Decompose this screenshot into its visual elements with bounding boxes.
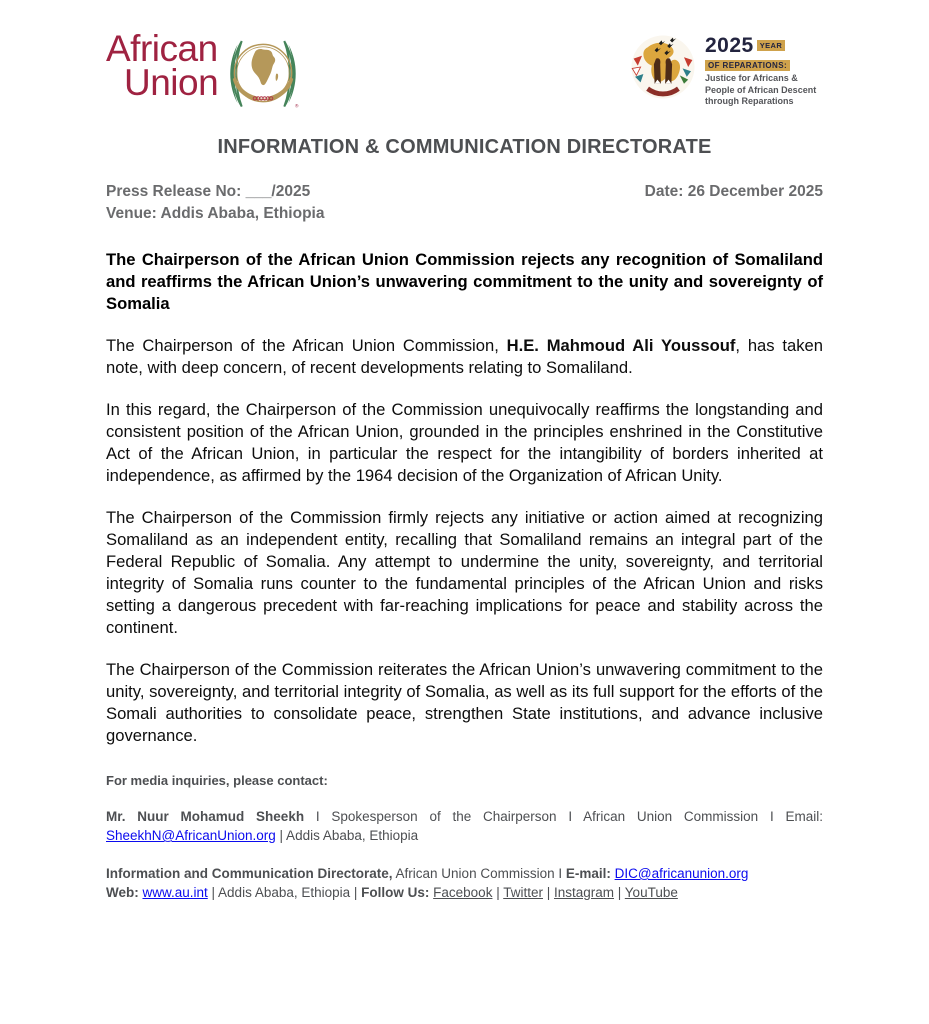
reparations-subtitle: OF REPARATIONS:: [705, 60, 790, 71]
press-release-number: Press Release No: ___/2025: [106, 183, 311, 200]
facebook-link[interactable]: Facebook: [433, 885, 493, 900]
au-logo-line2: Union: [124, 62, 219, 103]
paragraph-1-pre: The Chairperson of the African Union Commission,: [106, 336, 507, 355]
media-inquiries-heading: For media inquiries, please contact:: [106, 773, 328, 788]
spokesperson-contact: [106, 807, 823, 845]
social-separator: |: [614, 885, 625, 900]
reparations-text-block: [705, 32, 823, 108]
social-separator: |: [542, 885, 554, 900]
directorate-heading: INFORMATION & COMMUNICATION DIRECTORATE: [217, 136, 712, 158]
reparations-year-label: YEAR: [757, 40, 785, 51]
footer-web-label: Web:: [106, 885, 143, 900]
paragraph-2: In this regard, the Chairperson of the Commission unequivocally reaffirms the longstanding and consistent position of the African Union, grounded in the principles enshrined in the Constitutive Act of the African Union, in particular the respect for the intangibility of borders inherited at independence, as affirmed by the 1964 decision of the Organization of African Unity.: [106, 400, 823, 485]
paragraph-1-post: , has taken note, with deep concern, of recent developments relating to Somaliland.: [106, 336, 823, 377]
reparations-emblem-icon: [628, 32, 698, 102]
header-logos: [106, 26, 823, 122]
footer-email-label: E-mail:: [565, 866, 615, 881]
spokesperson-name: Mr. Nuur Mohamud Sheekh: [106, 809, 305, 824]
reparations-logo: [628, 32, 823, 108]
spokesperson-email-link[interactable]: SheekhN@AfricanUnion.org: [106, 828, 276, 843]
chairperson-name: H.E. Mahmoud Ali Youssouf: [506, 336, 736, 355]
reparations-year: 2025: [705, 34, 754, 57]
au-logo: [106, 26, 304, 118]
footer-directorate-name: Information and Communication Directorate,: [106, 866, 393, 881]
press-release-title: The Chairperson of the African Union Commission rejects any recognition of Somaliland and reaffirms the African Union’s unwavering commitment to the unity and sovereignty of Somalia: [106, 250, 823, 313]
paragraph-3: The Chairperson of the Commission firmly rejects any initiative or action aimed at recognizing Somaliland as an independent entity, recalling that Somaliland remains an integral part of the Federal Republic of Somalia. Any attempt to undermine the unity, sovereignty, and territorial integrity of Somalia runs counter to the fundamental principles of the African Union and risks setting a dangerous precedent with far-reaching implications for peace and stability across the continent.: [106, 508, 823, 637]
reparations-tagline-3: through Reparations: [705, 96, 794, 106]
press-release-venue: Venue: Addis Ababa, Ethiopia: [106, 205, 325, 222]
website-link[interactable]: www.au.int: [142, 885, 208, 900]
youtube-link[interactable]: YouTube: [624, 885, 678, 900]
spokesperson-location: | Addis Ababa, Ethiopia: [275, 828, 419, 843]
au-logo-line1: African: [106, 28, 218, 69]
reparations-tagline-2: People of African Descent: [705, 84, 817, 95]
social-separator: |: [492, 885, 504, 900]
twitter-link[interactable]: Twitter: [503, 885, 543, 900]
paragraph-4: The Chairperson of the Commission reiterates the African Union’s unwavering commitment to the unity, sovereignty, and territorial integrity of Somalia, as well as its full support for the efforts of the Somali authorities to consolidate peace, strengthen State institutions, and advance inclusive governance.: [106, 660, 823, 745]
dic-email-link[interactable]: DIC@africanunion.org: [614, 866, 749, 881]
paragraph-1: [106, 335, 823, 379]
footer-commission: African Union Commission I: [392, 866, 566, 881]
instagram-link[interactable]: Instagram: [554, 885, 615, 900]
svg-text:®: ®: [295, 104, 299, 110]
footer-address: | Addis Ababa, Ethiopia |: [207, 885, 362, 900]
follow-us-label: Follow Us:: [361, 885, 434, 900]
au-emblem-icon: [222, 28, 304, 118]
directorate-contact: [106, 864, 823, 902]
au-logo-wordmark: [106, 28, 219, 103]
press-release-date: Date: 26 December 2025: [644, 183, 823, 200]
reparations-tagline-1: Justice for Africans &: [705, 73, 798, 83]
press-release-meta: [106, 181, 823, 225]
spokesperson-role: I Spokesperson of the Chairperson I African Union Commission I Email:: [304, 809, 823, 824]
